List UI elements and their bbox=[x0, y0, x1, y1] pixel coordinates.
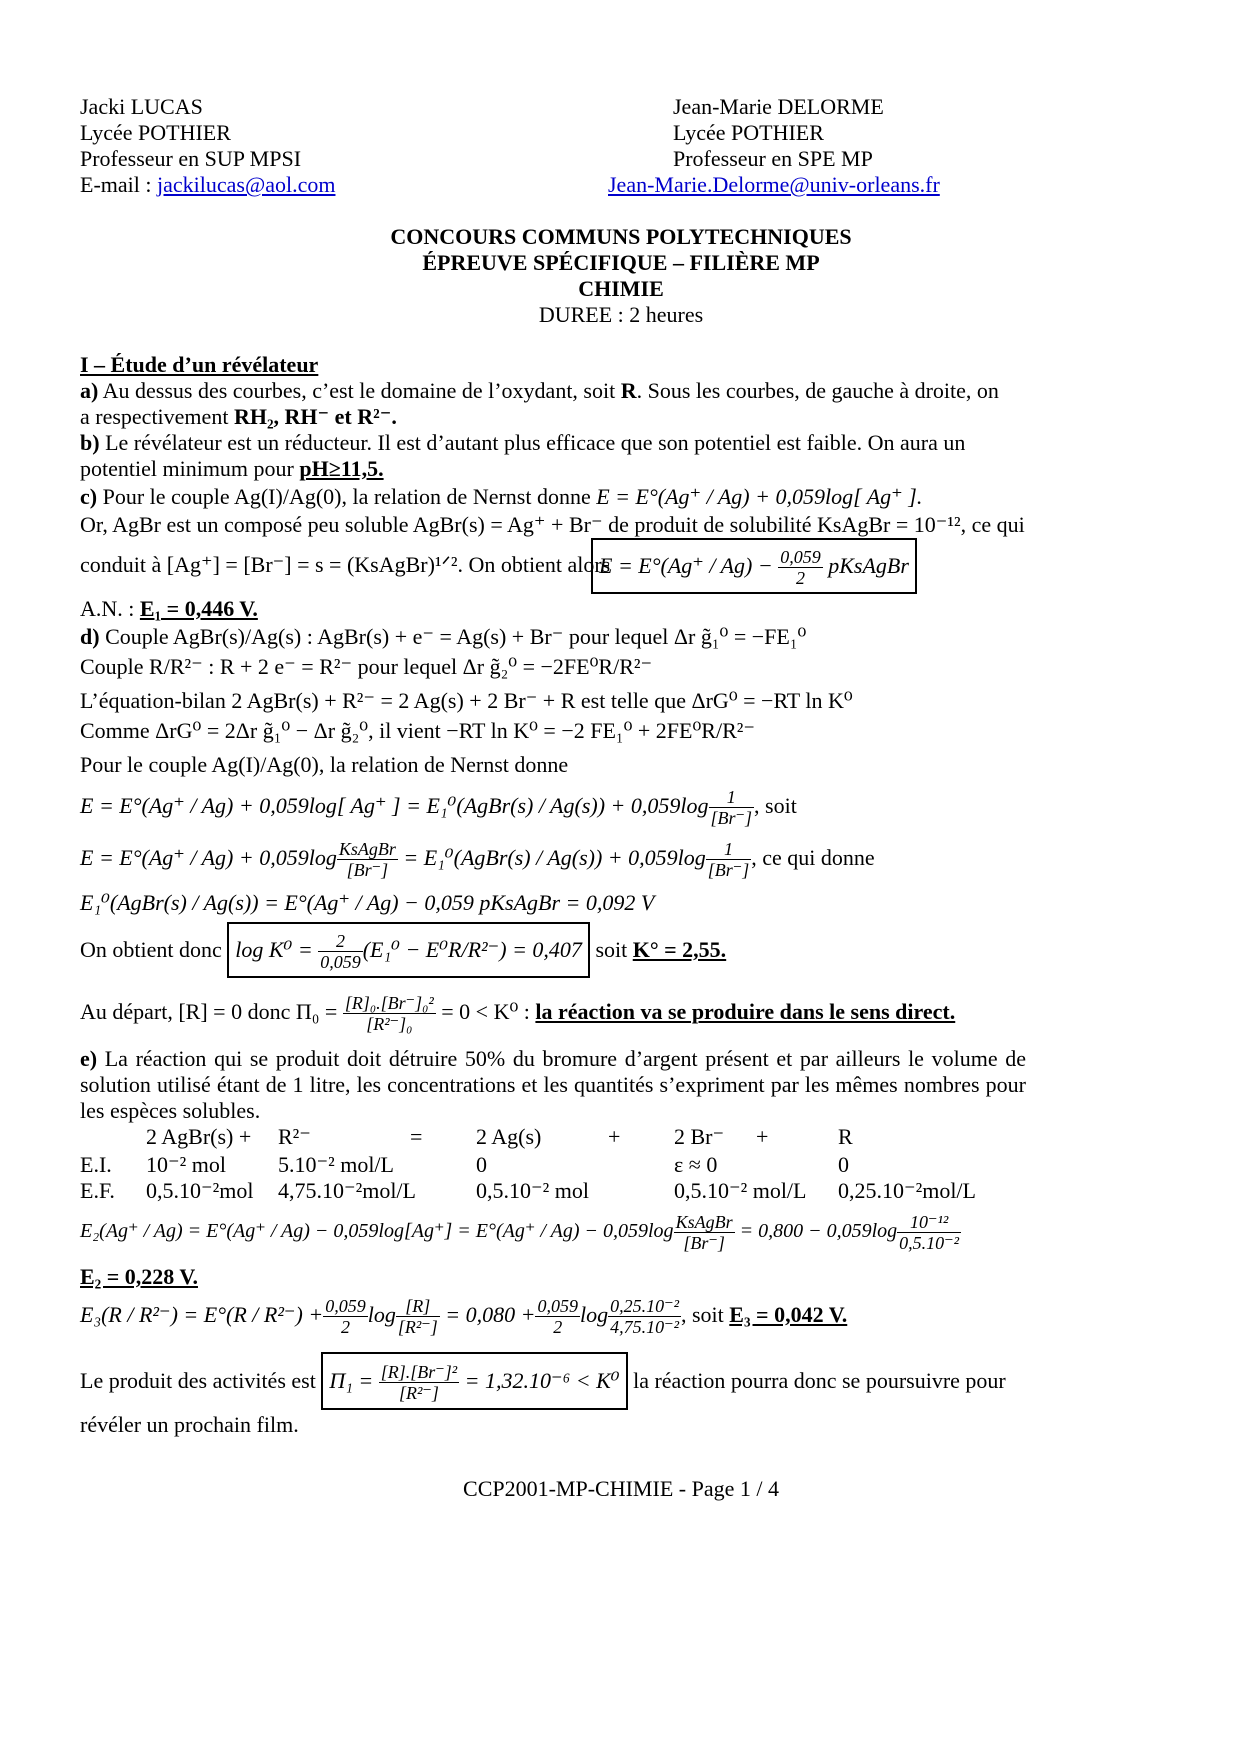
title-line3: CHIMIE bbox=[578, 276, 664, 301]
e3-den3: 2 bbox=[553, 1317, 563, 1338]
part-e-label: e) bbox=[80, 1046, 98, 1071]
part-b-text: Le révélateur est un réducteur. Il est d’autant plus efficace que son potentiel est faible. On aura un bbox=[99, 430, 966, 455]
start-num: [R]₀.[Br⁻]₀² bbox=[344, 993, 434, 1014]
table-header-8: R bbox=[838, 1124, 853, 1149]
e3-num3: 0,059 bbox=[537, 1296, 578, 1317]
email-link-left[interactable]: jackilucas@aol.com bbox=[156, 172, 336, 197]
e3-den1: 2 bbox=[340, 1317, 350, 1338]
table-row-ef-ag: 0,5.10⁻² mol bbox=[476, 1178, 589, 1203]
eq2-pre: E = E°(Ag⁺ / Ag) + 0,059log bbox=[80, 845, 337, 870]
part-a-text1: Au dessus des courbes, c’est le domaine de l’oxydant, soit bbox=[98, 378, 621, 403]
e3-num4: 0,25.10⁻² bbox=[610, 1296, 679, 1317]
part-c-line3: conduit à [Ag⁺] = [Br⁻] = s = (KsAgBr)¹ᐟ². On obtient alors bbox=[80, 552, 611, 577]
pi-box bbox=[321, 1352, 627, 1410]
logk-pre: On obtient donc bbox=[80, 937, 228, 962]
author-left-school: Lycée POTHIER bbox=[80, 120, 231, 145]
e2-fraction2 bbox=[897, 1212, 961, 1253]
part-a-species: RH₂, RH⁻ et R²⁻. bbox=[233, 404, 397, 429]
part-c-text: Pour le couple Ag(I)/Ag(0), la relation de Nernst donne bbox=[97, 484, 597, 509]
part-a-label: a) bbox=[80, 378, 99, 403]
logk-a: log K⁰ = bbox=[235, 937, 313, 962]
e2-num: KsAgBr bbox=[675, 1211, 733, 1232]
nernst-eq3: E₁⁰(AgBr(s) / Ag(s)) = E°(Ag⁺ / Ag) − 0,059 pKsAgBr = 0,092 V bbox=[80, 890, 655, 915]
logk-b: (E₁⁰ − E⁰R/R²⁻) = 0,407 bbox=[362, 937, 582, 962]
nernst-equation: E = E°(Ag⁺ / Ag) + 0,059log[ Ag⁺ ]. bbox=[596, 484, 923, 509]
an-label: A.N. : bbox=[80, 596, 140, 621]
table-row-ei-agbr: 10⁻² mol bbox=[146, 1152, 226, 1177]
nernst-eq1 bbox=[80, 784, 797, 828]
eq2-fraction2 bbox=[706, 839, 752, 880]
e3-num1: 0,059 bbox=[325, 1296, 366, 1317]
eq1-num: 1 bbox=[709, 787, 755, 808]
part-b-line1 bbox=[80, 430, 965, 456]
c-box-fraction bbox=[778, 547, 823, 588]
email-label: E-mail : bbox=[80, 172, 157, 197]
page-footer: CCP2001-MP-CHIMIE - Page 1 / 4 bbox=[463, 1476, 779, 1501]
e3-pre: E₃(R / R²⁻) = E°(R / R²⁻) + bbox=[80, 1302, 324, 1327]
table-row-ei-label: E.I. bbox=[80, 1152, 112, 1177]
table-row-ei-ag: 0 bbox=[476, 1152, 487, 1177]
eq1-post: , soit bbox=[754, 793, 797, 818]
logk-line bbox=[80, 922, 726, 978]
start-line bbox=[80, 986, 955, 1038]
table-row-ei-br: ε ≈ 0 bbox=[674, 1152, 718, 1177]
table-header-4: 2 Ag(s) bbox=[476, 1124, 542, 1149]
part-a-text2: . Sous les courbes, de gauche à droite, on bbox=[636, 378, 999, 403]
table-header-1: 2 AgBr(s) + bbox=[146, 1124, 252, 1149]
table-row-ef-r: 0,25.10⁻²mol/L bbox=[838, 1178, 976, 1203]
logk-box bbox=[227, 922, 590, 978]
e2-den: [Br⁻] bbox=[683, 1232, 725, 1253]
e3-log1: log bbox=[367, 1302, 396, 1327]
e3-post: , soit bbox=[680, 1302, 730, 1327]
table-row-ef-r2: 4,75.10⁻²mol/L bbox=[278, 1178, 416, 1203]
eq2-den: [Br⁻] bbox=[346, 860, 389, 881]
part-a-R: R bbox=[620, 378, 637, 403]
e2-fraction1 bbox=[674, 1212, 735, 1253]
eq2-mid: = E₁⁰(AgBr(s) / Ag(s)) + 0,059log bbox=[397, 845, 706, 870]
table-header-5: + bbox=[608, 1124, 621, 1149]
e1-formula-box bbox=[591, 538, 917, 594]
part-e-body: La réaction qui se produit doit détruire 50% du bromure d’argent présent et par ailleurs le volume de solution utilisé étant de 1 litre, les concentrations et les quantités s’expriment par les mêmes nombres pour les espèces solubles. bbox=[80, 1046, 1026, 1123]
section-heading: I – Étude d’un révélateur bbox=[80, 352, 319, 377]
title-line1: CONCOURS COMMUNS POLYTECHNIQUES bbox=[390, 224, 852, 249]
table-header-3: = bbox=[410, 1124, 423, 1149]
logk-post: soit bbox=[589, 937, 633, 962]
part-b-line2-pre: potentiel minimum pour bbox=[80, 456, 300, 481]
e3-den2: [R²⁻] bbox=[397, 1317, 438, 1338]
part-a-line1 bbox=[80, 378, 1026, 404]
table-header-6: 2 Br⁻ bbox=[674, 1124, 725, 1149]
e3-fraction1 bbox=[323, 1296, 368, 1337]
e2-num2: 10⁻¹² bbox=[897, 1212, 961, 1233]
part-c-label: c) bbox=[80, 484, 98, 509]
e3-fraction4 bbox=[608, 1296, 681, 1337]
eq2-num2: 1 bbox=[706, 839, 752, 860]
pi-den: [R²⁻] bbox=[398, 1383, 439, 1404]
part-d-line4: Comme ΔrG⁰ = 2Δr g̃₁⁰ − Δr g̃₂⁰, il vient −RT ln K⁰ = −2 FE₁⁰ + 2FE⁰R/R²⁻ bbox=[80, 718, 755, 743]
part-a-line2 bbox=[80, 404, 397, 430]
table-row-ef-agbr: 0,5.10⁻²mol bbox=[146, 1178, 254, 1203]
pi-b: = 1,32.10⁻⁶ < K⁰ bbox=[459, 1368, 620, 1393]
part-b-label: b) bbox=[80, 430, 100, 455]
e2-pre: E₂(Ag⁺ / Ag) = E°(Ag⁺ / Ag) − 0,059log[Ag⁺] = E°(Ag⁺ / Ag) − 0,059log bbox=[80, 1220, 674, 1242]
part-d-line5: Pour le couple Ag(I)/Ag(0), la relation de Nernst donne bbox=[80, 752, 569, 777]
table-row-ef-label: E.F. bbox=[80, 1178, 115, 1203]
pi-fraction bbox=[379, 1362, 459, 1403]
eq2-fraction1 bbox=[337, 839, 398, 880]
start-conclusion: la réaction va se produire dans le sens direct. bbox=[535, 999, 956, 1024]
logk-num: 2 bbox=[318, 931, 363, 952]
eq2-num: KsAgBr bbox=[338, 839, 396, 860]
logk-fraction bbox=[318, 931, 363, 972]
pi-pre: Le produit des activités est bbox=[80, 1368, 322, 1393]
eq1-pre: E = E°(Ag⁺ / Ag) + 0,059log[ Ag⁺ ] = E₁⁰(AgBr(s) / Ag(s)) + 0,059log bbox=[80, 793, 709, 818]
table-row-ef-br: 0,5.10⁻² mol/L bbox=[674, 1178, 807, 1203]
title-line2: ÉPREUVE SPÉCIFIQUE – FILIÈRE MP bbox=[422, 250, 820, 275]
table-row-ei-r2: 5.10⁻² mol/L bbox=[278, 1152, 394, 1177]
part-c-line2: Or, AgBr est un composé peu soluble AgBr(s) = Ag⁺ + Br⁻ de produit de solubilité KsAgBr = 10⁻¹², ce qui bbox=[80, 512, 1025, 537]
part-a-line2-pre: a respectivement bbox=[80, 404, 234, 429]
part-b-line2 bbox=[80, 456, 384, 482]
c-box-pre: E = E°(Ag⁺ / Ag) − bbox=[599, 553, 773, 578]
an-value: E₁ = 0,446 V. bbox=[139, 596, 258, 621]
pi-post: la réaction pourra donc se poursuivre pour bbox=[627, 1368, 1006, 1393]
e3-log2: log bbox=[579, 1302, 609, 1327]
start-pre: Au départ, [R] = 0 donc Π₀ = bbox=[80, 999, 338, 1024]
e2-equation bbox=[80, 1208, 961, 1254]
part-d-line3: L’équation-bilan 2 AgBr(s) + R²⁻ = 2 Ag(s) + 2 Br⁻ + R est telle que ΔrG⁰ = −RT ln K⁰ bbox=[80, 688, 853, 713]
e3-equation bbox=[80, 1292, 847, 1338]
logk-den: 0,059 bbox=[320, 952, 361, 973]
eq2-post: , ce qui donne bbox=[751, 845, 875, 870]
part-d-line1 bbox=[80, 624, 806, 650]
start-fraction bbox=[343, 993, 436, 1034]
eq1-fraction bbox=[709, 787, 755, 828]
pi-num: [R].[Br⁻]² bbox=[380, 1362, 458, 1383]
e2-mid: = 0,800 − 0,059log bbox=[734, 1220, 898, 1242]
start-mid: = 0 < K⁰ : bbox=[435, 999, 536, 1024]
table-header-2: R²⁻ bbox=[278, 1124, 311, 1149]
pi-line bbox=[80, 1352, 1006, 1410]
start-den: [R²⁻]₀ bbox=[366, 1014, 413, 1035]
c-box-post: pKsAgBr bbox=[828, 553, 909, 578]
part-b-ph: pH≥11,5. bbox=[299, 456, 384, 481]
table-row-ei-r: 0 bbox=[838, 1152, 849, 1177]
author-right-name: Jean-Marie DELORME bbox=[673, 94, 884, 119]
email-link-right[interactable]: Jean-Marie.Delorme@univ-orleans.fr bbox=[608, 172, 940, 197]
nernst-eq2 bbox=[80, 836, 875, 880]
pi-a: Π₁ = bbox=[329, 1368, 374, 1393]
e2-den2: 0,5.10⁻² bbox=[899, 1232, 960, 1253]
e2-result: E₂ = 0,228 V. bbox=[80, 1264, 198, 1289]
e3-fraction3 bbox=[535, 1296, 580, 1337]
part-d-line2: Couple R/R²⁻ : R + 2 e⁻ = R²⁻ pour lequel Δr g̃₂⁰ = −2FE⁰R/R²⁻ bbox=[80, 654, 653, 679]
e3-num2: [R] bbox=[396, 1296, 440, 1317]
part-d-label: d) bbox=[80, 624, 100, 649]
part-d-text1: Couple AgBr(s)/Ag(s) : AgBr(s) + e⁻ = Ag(s) + Br⁻ pour lequel Δr g̃₁⁰ = −FE₁⁰ bbox=[99, 624, 807, 649]
duration: DUREE : 2 heures bbox=[538, 302, 704, 327]
eq1-den: [Br⁻] bbox=[710, 808, 753, 829]
e3-den4: 4,75.10⁻² bbox=[610, 1317, 679, 1338]
e3-fraction2 bbox=[396, 1296, 440, 1337]
pi-line2: révéler un prochain film. bbox=[80, 1412, 299, 1437]
an-line bbox=[80, 596, 258, 622]
c-box-den: 2 bbox=[795, 568, 805, 589]
table-header-7: + bbox=[756, 1124, 769, 1149]
author-left-email-line bbox=[80, 172, 335, 198]
author-right-school: Lycée POTHIER bbox=[673, 120, 824, 145]
author-left-name: Jacki LUCAS bbox=[80, 94, 203, 119]
author-left-role: Professeur en SUP MPSI bbox=[80, 146, 302, 171]
k-value: K° = 2,55. bbox=[632, 937, 727, 962]
eq2-den2: [Br⁻] bbox=[707, 860, 750, 881]
c-box-num: 0,059 bbox=[780, 547, 821, 568]
author-right-role: Professeur en SPE MP bbox=[673, 146, 873, 171]
part-c-line1 bbox=[80, 484, 922, 510]
e3-result: E₃ = 0,042 V. bbox=[729, 1302, 848, 1327]
e3-mid: = 0,080 + bbox=[439, 1302, 536, 1327]
part-e-text bbox=[80, 1046, 1026, 1124]
